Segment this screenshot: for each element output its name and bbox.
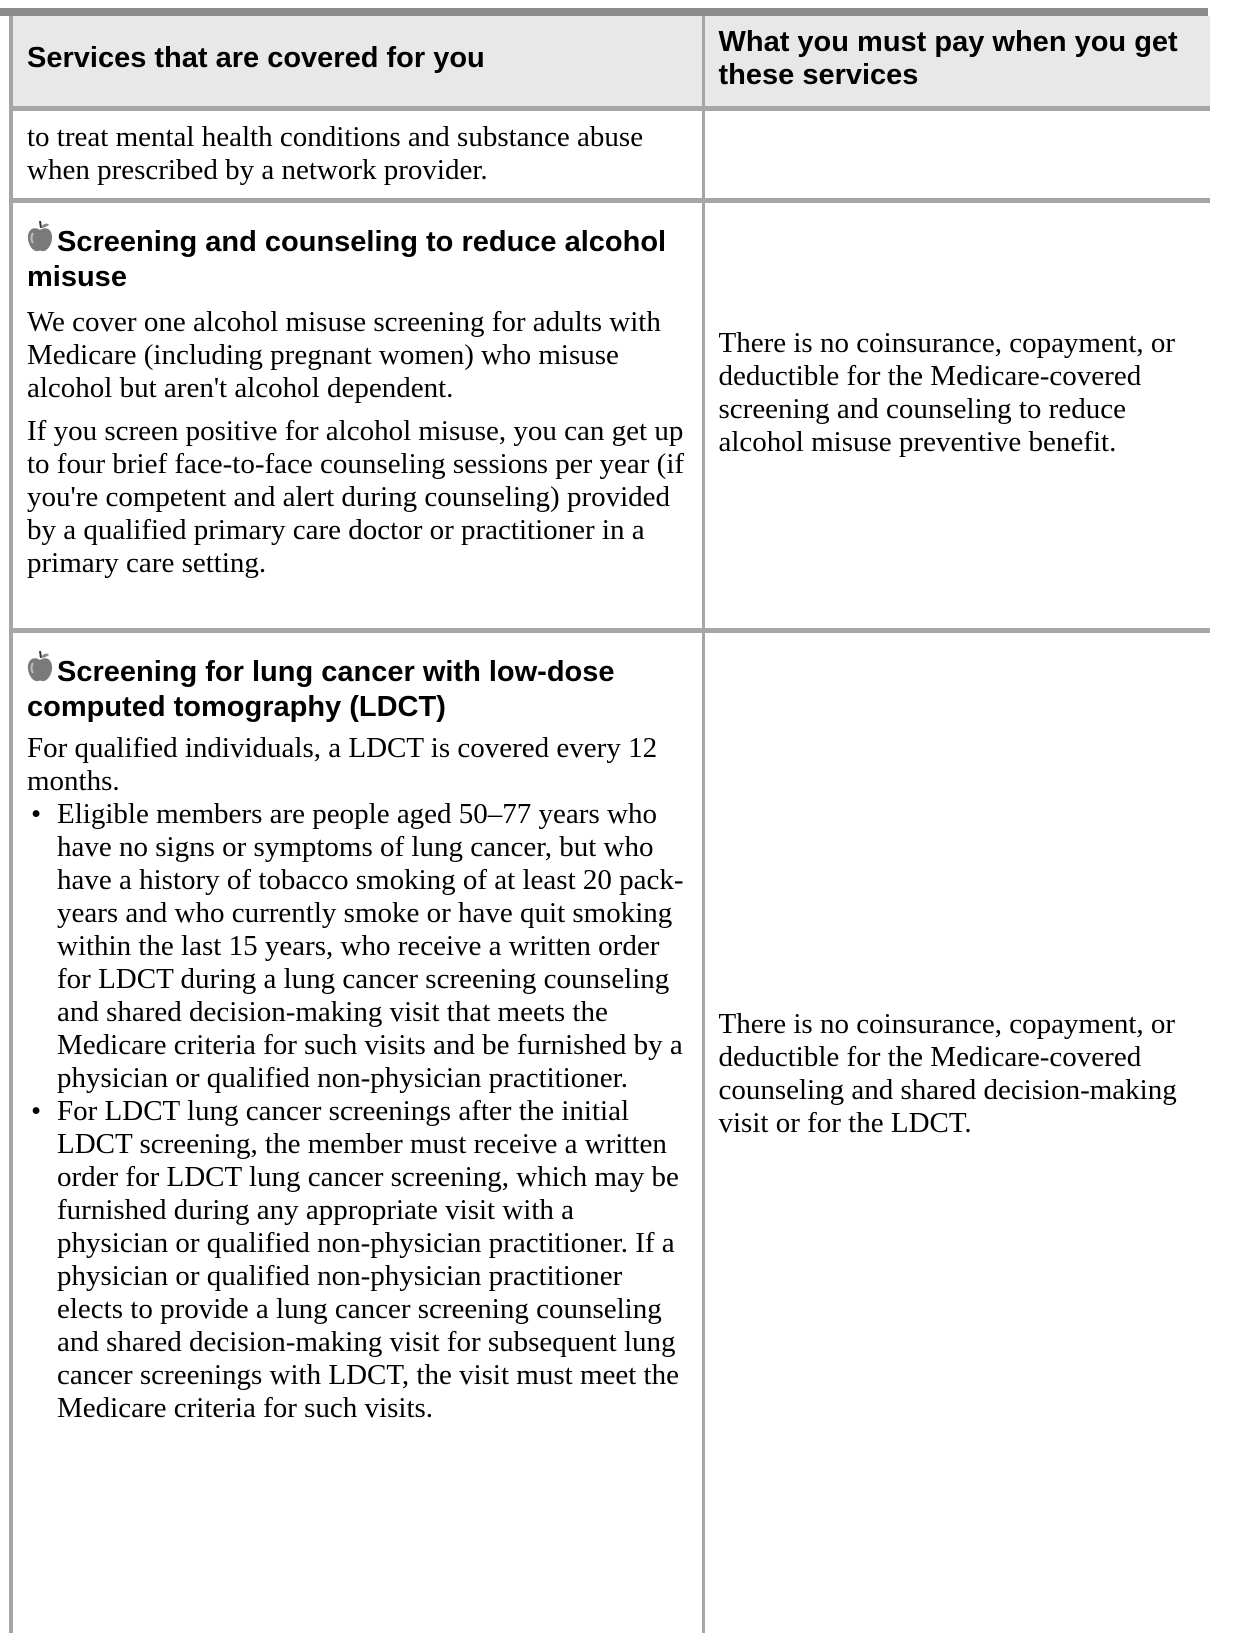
list-item: • For LDCT lung cancer screenings after the initial LDCT screening, the member must receive a written order for LDCT lung cancer screening, which may be furnished during any appropriate visit with a physician or qualified non-physician practitioner. If a physician or qualified non-physician practitioner elects to provide a lung cancer screening counseling and shared decision-making visit for subsequent lung cancer screenings with LDCT, the visit must meet the Medicare criteria for such visits.	[57, 1095, 690, 1425]
service-title-text: Screening for lung cancer with low-dose computed tomography (LDCT)	[27, 655, 615, 723]
service-description: If you screen positive for alcohol misuse, you can get up to four brief face-to-face counseling sessions per year (if you're competent and alert during counseling) provided by a qualified primary care doctor or practitioner in a primary care setting.	[27, 414, 685, 579]
services-cell	[11, 108, 703, 200]
table-header-row	[11, 16, 1210, 108]
table-row	[11, 630, 1210, 1633]
service-description: We cover one alcohol misuse screening for adults with Medicare (including pregnant women) who misuse alcohol but aren't alcohol dependent.	[27, 305, 661, 404]
column-header-cost: What you must pay when you get these services	[703, 16, 1210, 108]
service-title	[27, 219, 690, 294]
cost-text: There is no coinsurance, copayment, or deductible for the Medicare-covered screening and counseling to reduce alcohol misuse preventive benefit.	[718, 326, 1176, 458]
cost-cell	[703, 200, 1210, 630]
service-title	[27, 649, 690, 724]
continued-text: to treat mental health conditions and substance abuse when prescribed by a network provider.	[27, 120, 644, 186]
list-item: • Eligible members are people aged 50–77 years who have no signs or symptoms of lung cancer, but who have a history of tobacco smoking of at least 20 pack-years and who currently smoke or have quit smoking within the last 15 years, who receive a written order for LDCT during a lung cancer screening counseling and shared decision-making visit that meets the Medicare criteria for such visits and be furnished by a physician or qualified non-physician practitioner.	[57, 798, 690, 1095]
cost-cell	[703, 108, 1210, 200]
service-title-text: Screening and counseling to reduce alcohol misuse	[27, 225, 667, 293]
service-description: For qualified individuals, a LDCT is covered every 12 months.	[27, 731, 658, 797]
table-row	[11, 200, 1210, 630]
cost-text: There is no coinsurance, copayment, or deductible for the Medicare-covered counseling and shared decision-making visit or for the LDCT.	[718, 1007, 1177, 1139]
bullet-list	[27, 798, 690, 1425]
table-row	[11, 108, 1210, 200]
apple-icon	[27, 649, 53, 691]
services-cell	[11, 630, 703, 1633]
cost-cell	[703, 630, 1210, 1633]
top-rule	[0, 8, 1208, 16]
apple-icon	[27, 219, 53, 261]
column-header-services: Services that are covered for you	[11, 16, 703, 108]
benefits-table	[9, 16, 1210, 1633]
services-cell	[11, 200, 703, 630]
